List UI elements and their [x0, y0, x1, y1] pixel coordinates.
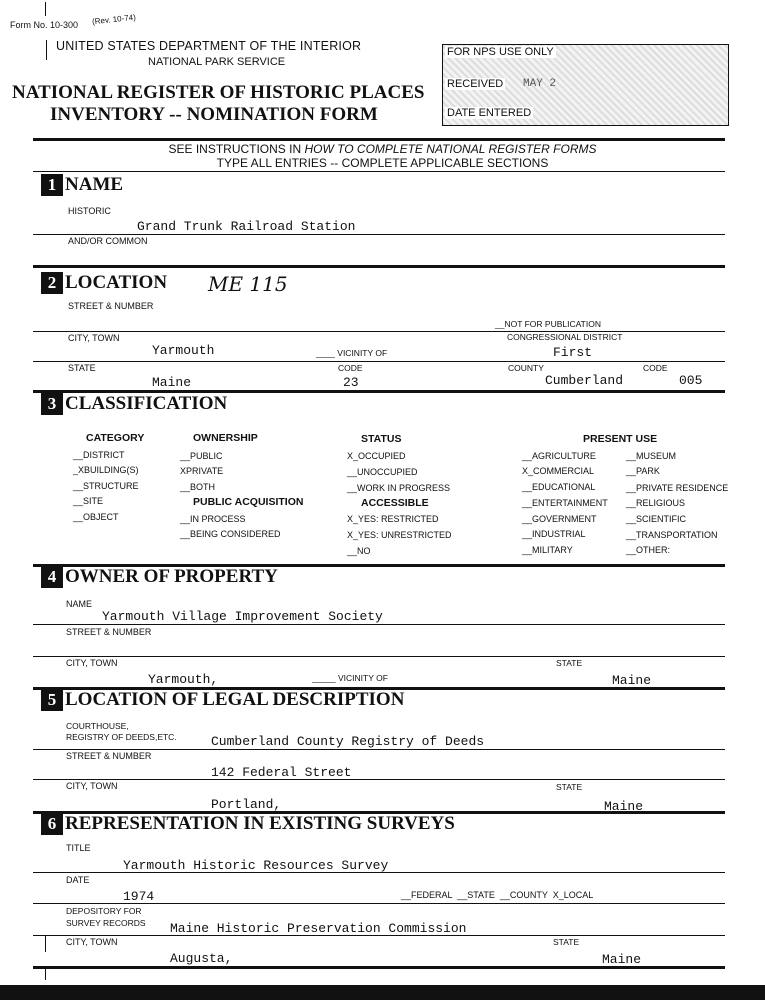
field-line [33, 234, 725, 235]
survey-city-label: CITY, TOWN [66, 937, 118, 947]
field-line [33, 935, 725, 936]
ownership-heading: OWNERSHIP [193, 432, 258, 444]
use-option[interactable]: X_COMMERCIAL [522, 466, 595, 476]
legal-city-label: CITY, TOWN [66, 781, 118, 791]
use-option[interactable]: __EDUCATIONAL [522, 482, 596, 492]
section-number: 4 [41, 566, 63, 588]
county-label: COUNTY [508, 363, 544, 373]
owner-city-label: CITY, TOWN [66, 658, 118, 668]
field-line [33, 656, 725, 657]
code-label: CODE [338, 363, 363, 373]
section-number: 1 [41, 174, 63, 196]
received-label: RECEIVED [447, 78, 504, 90]
section-title: LOCATION OF LEGAL DESCRIPTION [65, 689, 405, 710]
form-number: Form No. 10-300 [10, 20, 79, 30]
legal-state-label: STATE [556, 782, 583, 792]
survey-title-value: Yarmouth Historic Resources Survey [123, 858, 389, 873]
form-title-line1: NATIONAL REGISTER OF HISTORIC PLACES [12, 82, 425, 103]
section-title: CLASSIFICATION [65, 393, 228, 414]
section-5-heading [41, 689, 404, 711]
street-label: STREET & NUMBER [68, 301, 154, 311]
accessible-option[interactable]: X_YES: UNRESTRICTED [347, 530, 452, 540]
department-name: UNITED STATES DEPARTMENT OF THE INTERIOR [56, 39, 362, 53]
status-heading: STATUS [361, 433, 402, 445]
vicinity-label: ____ VICINITY OF [316, 348, 388, 358]
legal-street-value: 142 Federal Street [211, 765, 352, 780]
legal-street-label: STREET & NUMBER [66, 751, 152, 761]
field-line [33, 872, 725, 873]
depository-label-1: DEPOSITORY FOR [66, 906, 142, 916]
instructions-line1: SEE INSTRUCTIONS IN HOW TO COMPLETE NATIONAL REGISTER FORMS [168, 142, 597, 156]
state-code-value: 23 [343, 375, 359, 390]
category-option[interactable]: __OBJECT [73, 512, 119, 522]
form-revision: (Rev. 10-74) [91, 12, 137, 27]
section-title: REPRESENTATION IN EXISTING SURVEYS [65, 813, 455, 834]
field-line [33, 624, 725, 625]
ownership-option[interactable]: __BOTH [180, 482, 216, 492]
courthouse-label-2: REGISTRY OF DEEDS,ETC. [66, 732, 177, 742]
margin-tick [45, 968, 46, 980]
field-line [33, 903, 725, 904]
accessible-option[interactable]: X_YES: RESTRICTED [347, 514, 439, 524]
owner-name-value: Yarmouth Village Improvement Society [102, 609, 383, 624]
status-option[interactable]: __UNOCCUPIED [347, 467, 418, 477]
legal-city-value: Portland, [211, 797, 282, 812]
section-number: 2 [41, 272, 63, 294]
survey-level-options[interactable]: __FEDERAL __STATE __COUNTY X_LOCAL [401, 890, 594, 900]
section-6-heading [41, 813, 455, 835]
section-title: OWNER OF PROPERTY [65, 566, 278, 587]
county-value: Cumberland [545, 373, 624, 388]
courthouse-label-1: COURTHOUSE, [66, 721, 129, 731]
field-line [33, 779, 725, 780]
accessible-option[interactable]: __NO [347, 546, 371, 556]
section-number: 3 [41, 393, 63, 415]
nps-use-label: FOR NPS USE ONLY [447, 46, 554, 58]
section-2-heading [41, 272, 167, 294]
category-option[interactable]: _XBUILDING(S) [73, 465, 139, 475]
survey-state-label: STATE [553, 937, 580, 947]
scan-edge [0, 985, 765, 1000]
accessible-heading: ACCESSIBLE [361, 497, 429, 509]
service-name: NATIONAL PARK SERVICE [148, 56, 286, 68]
owner-vicinity-label: _____ VICINITY OF [312, 673, 388, 683]
use-option[interactable]: __TRANSPORTATION [626, 530, 718, 540]
section-number: 6 [41, 813, 63, 835]
instructions-line2: TYPE ALL ENTRIES -- COMPLETE APPLICABLE SECTIONS [216, 156, 549, 170]
field-line [33, 361, 725, 362]
survey-title-label: TITLE [66, 843, 91, 853]
survey-city-value: Augusta, [170, 951, 233, 966]
survey-state-value: Maine [602, 952, 642, 967]
survey-date-label: DATE [66, 875, 90, 885]
county-code-label: CODE [643, 363, 668, 373]
form-title-line2: INVENTORY -- NOMINATION FORM [50, 104, 378, 125]
use-option[interactable]: __PRIVATE RESIDENCE [626, 483, 729, 493]
section-title: LOCATION [65, 272, 168, 293]
section-4-heading [41, 566, 278, 588]
city-value: Yarmouth [152, 343, 215, 358]
category-option[interactable]: __SITE [73, 496, 104, 506]
state-value: Maine [152, 375, 192, 390]
historic-label: HISTORIC [68, 206, 111, 216]
use-option[interactable]: __PARK [626, 466, 660, 476]
section-title: NAME [65, 174, 124, 195]
date-entered-label: DATE ENTERED [447, 107, 532, 119]
use-option[interactable]: __RELIGIOUS [626, 498, 686, 508]
acquisition-option[interactable]: __IN PROCESS [180, 514, 246, 524]
legal-state-value: Maine [604, 799, 644, 814]
section-3-heading [41, 393, 227, 415]
category-option[interactable]: __DISTRICT [73, 450, 125, 460]
not-for-publication: __NOT FOR PUBLICATION [495, 319, 601, 329]
owner-name-label: NAME [66, 599, 93, 609]
category-heading: CATEGORY [86, 432, 145, 444]
divider [33, 265, 725, 268]
nps-use-box [442, 44, 729, 126]
owner-state-label: STATE [556, 658, 583, 668]
courthouse-value: Cumberland County Registry of Deeds [211, 734, 485, 749]
field-line [33, 749, 725, 750]
acquisition-option[interactable]: __BEING CONSIDERED [180, 529, 281, 539]
use-option[interactable]: __SCIENTIFIC [626, 514, 687, 524]
use-option[interactable]: __INDUSTRIAL [522, 529, 586, 539]
depository-label-2: SURVEY RECORDS [66, 918, 146, 928]
owner-street-label: STREET & NUMBER [66, 627, 152, 637]
county-code-value: 005 [679, 373, 703, 388]
owner-city-value: Yarmouth, [148, 672, 219, 687]
status-option[interactable]: __WORK IN PROGRESS [347, 483, 451, 493]
use-option[interactable]: __ENTERTAINMENT [522, 498, 608, 508]
section-1-heading [41, 174, 123, 196]
margin-tick [45, 936, 46, 952]
common-label: AND/OR COMMON [68, 236, 148, 246]
use-option[interactable]: __GOVERNMENT [522, 514, 597, 524]
present-use-heading: PRESENT USE [583, 433, 658, 445]
use-option[interactable]: __AGRICULTURE [522, 451, 596, 461]
owner-state-value: Maine [612, 673, 652, 688]
survey-date-value: 1974 [123, 889, 155, 904]
divider [33, 966, 725, 969]
section-number: 5 [41, 689, 63, 711]
congressional-district-value: First [553, 345, 593, 360]
received-stamp: MAY 2 [523, 78, 557, 90]
public-acquisition-heading: PUBLIC ACQUISITION [193, 496, 304, 508]
status-option[interactable]: X_OCCUPIED [347, 451, 406, 461]
handwritten-code: ME 115 [208, 272, 288, 296]
ownership-option[interactable]: XPRIVATE [180, 466, 224, 476]
category-option[interactable]: __STRUCTURE [73, 481, 139, 491]
depository-value: Maine Historic Preservation Commission [170, 921, 467, 936]
margin-tick [46, 40, 47, 60]
city-label: CITY, TOWN [68, 333, 120, 343]
use-option[interactable]: __MILITARY [522, 545, 573, 555]
divider [33, 138, 725, 141]
use-option[interactable]: __MUSEUM [626, 451, 677, 461]
divider [33, 171, 725, 172]
state-label: STATE [68, 363, 96, 373]
ownership-option[interactable]: __PUBLIC [180, 451, 223, 461]
congressional-district-label: CONGRESSIONAL DISTRICT [507, 332, 623, 342]
historic-name-value: Grand Trunk Railroad Station [137, 219, 356, 234]
use-option[interactable]: __OTHER: [626, 545, 671, 555]
margin-tick [45, 2, 46, 16]
